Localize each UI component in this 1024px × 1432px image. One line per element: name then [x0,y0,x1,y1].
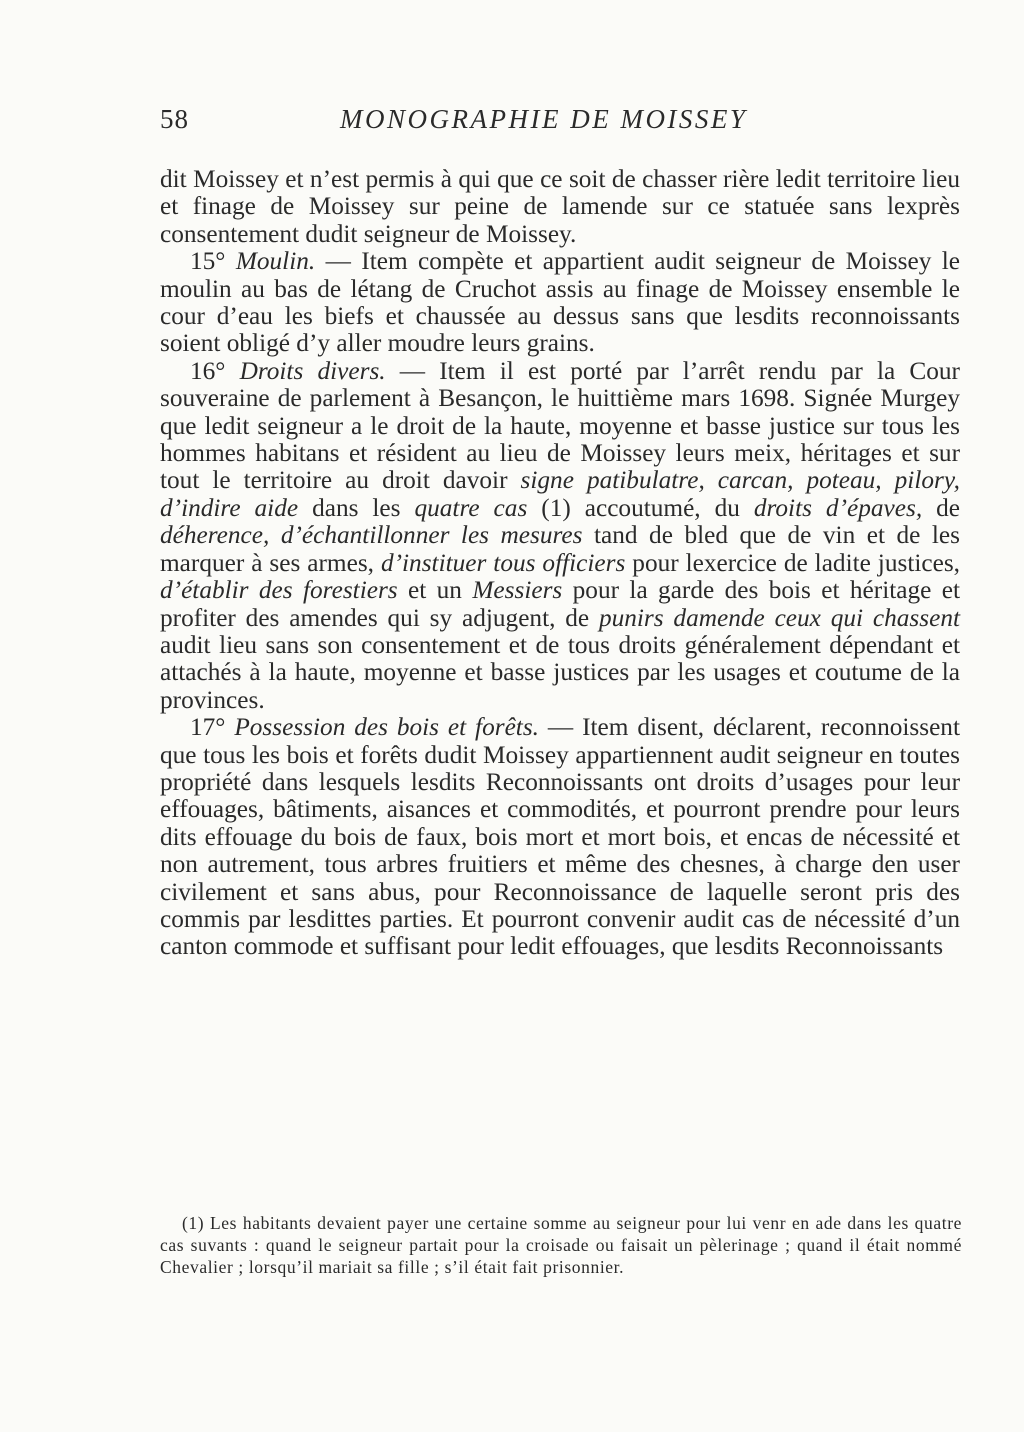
footnote: (1) Les habitants devaient payer une certaine somme au seigneur pour lui venr en ade dans les quatre cas suvants : quand le seigneur partait pour la croisade ou faisait un pèlerinage ; quand il était nommé Chevalier ; lorsqu’il mariait sa fille ; s’il était fait prisonnier. [160,1213,962,1277]
text-run: dans les [298,493,415,522]
italic-text: Moulin. [235,247,316,276]
text-run: pour lexercice de ladite justices, [625,548,961,577]
italic-text: punirs damende ceux qui chassent [598,603,960,632]
footnotes [160,1212,962,1278]
italic-text: Possession des bois et forêts. [234,713,540,742]
paragraph [160,248,960,358]
paragraph [160,358,960,714]
text-run: pour la garde des bois et héritage et profiter des amendes qui sy adjugent, de [160,576,960,632]
italic-text: d’établir des forestiers [160,576,398,605]
running-title: MONOGRAPHIE DE MOISSEY [340,104,748,134]
text-run: de [922,493,961,522]
text-run: (1) accoutumé, du [527,493,754,522]
text-run: — Item compète et appartient audit seigneur de Moissey le moulin au bas de létang de Cruchot assis au finage de Moissey ensemble le cour d’eau les biefs et chaussée au dessus sans que lesdits reconnoissants soient obligé d’y aller moudre leurs grains. [160,247,960,358]
italic-text: déherence, d’échantillonner les mesures [160,521,583,550]
text-run: et un [397,576,473,605]
text-run: — Item disent, déclarent, reconnoissent que tous les bois et forêts dudit Moissey appartiennent audit seigneur en toutes propriété dans lesquels lesdits Reconnoissants ont droits d’usages pour leur effouages, bâtiments, aisances et commodités, et pourront prendre pour leurs dits effouage du bois de faux, bois mort et mort bois, et encas de nécessité et non autrement, tous arbres fruitiers et même des chesnes, à charge den user civilement et sans abus, pour Reconnoissance de laquelle seront pris des commis par lesdittes parties. Et pourront convenir audit cas de nécessité d’un canton commode et suffisant pour ledit effouages, que lesdits Reconnoissants [160,713,960,961]
running-head [160,104,964,140]
italic-text: quatre cas [414,493,528,522]
text-run: dit Moissey et n’est permis à qui que ce soit de chasser rière ledit territoire lieu et finage de Moissey sur peine de lamende sur ce statuée sans lexprès consentement dudit seigneur de Moissey. [160,165,960,248]
page-number: 58 [160,104,189,134]
paragraph [160,714,960,961]
italic-text: droits d’épaves, [753,493,923,522]
text-run: 15° [190,247,236,276]
italic-text: d’instituer tous officiers [380,548,626,577]
italic-text: Droits divers. [239,356,386,385]
text-run: 16° [190,356,240,385]
text-run: 17° [190,713,235,742]
text-run: — Item il est porté par l’arrêt rendu par la Cour souveraine de parlement à Besançon, le huittième mars 1698. Signée Murgey que ledit seigneur a le droit de la haute, moyenne et basse justice sur tous les hommes habitans et résident au lieu de Moissey leurs meix, héritages et sur tout le territoire au droit davoir [160,356,960,495]
text-run: tand de bled que de vin et de les marquer à ses armes, [160,521,960,577]
italic-text: signe patibulatre, carcan, poteau, pilory, d’indire aide [160,466,960,522]
body-text [160,166,960,961]
italic-text: Messiers [472,576,563,605]
paragraph [160,166,960,248]
text-run: audit lieu sans son consentement et de tous droits généralement dépendant et attachés à la haute, moyenne et basse justices par les usages et coutume de la provinces. [160,630,960,714]
